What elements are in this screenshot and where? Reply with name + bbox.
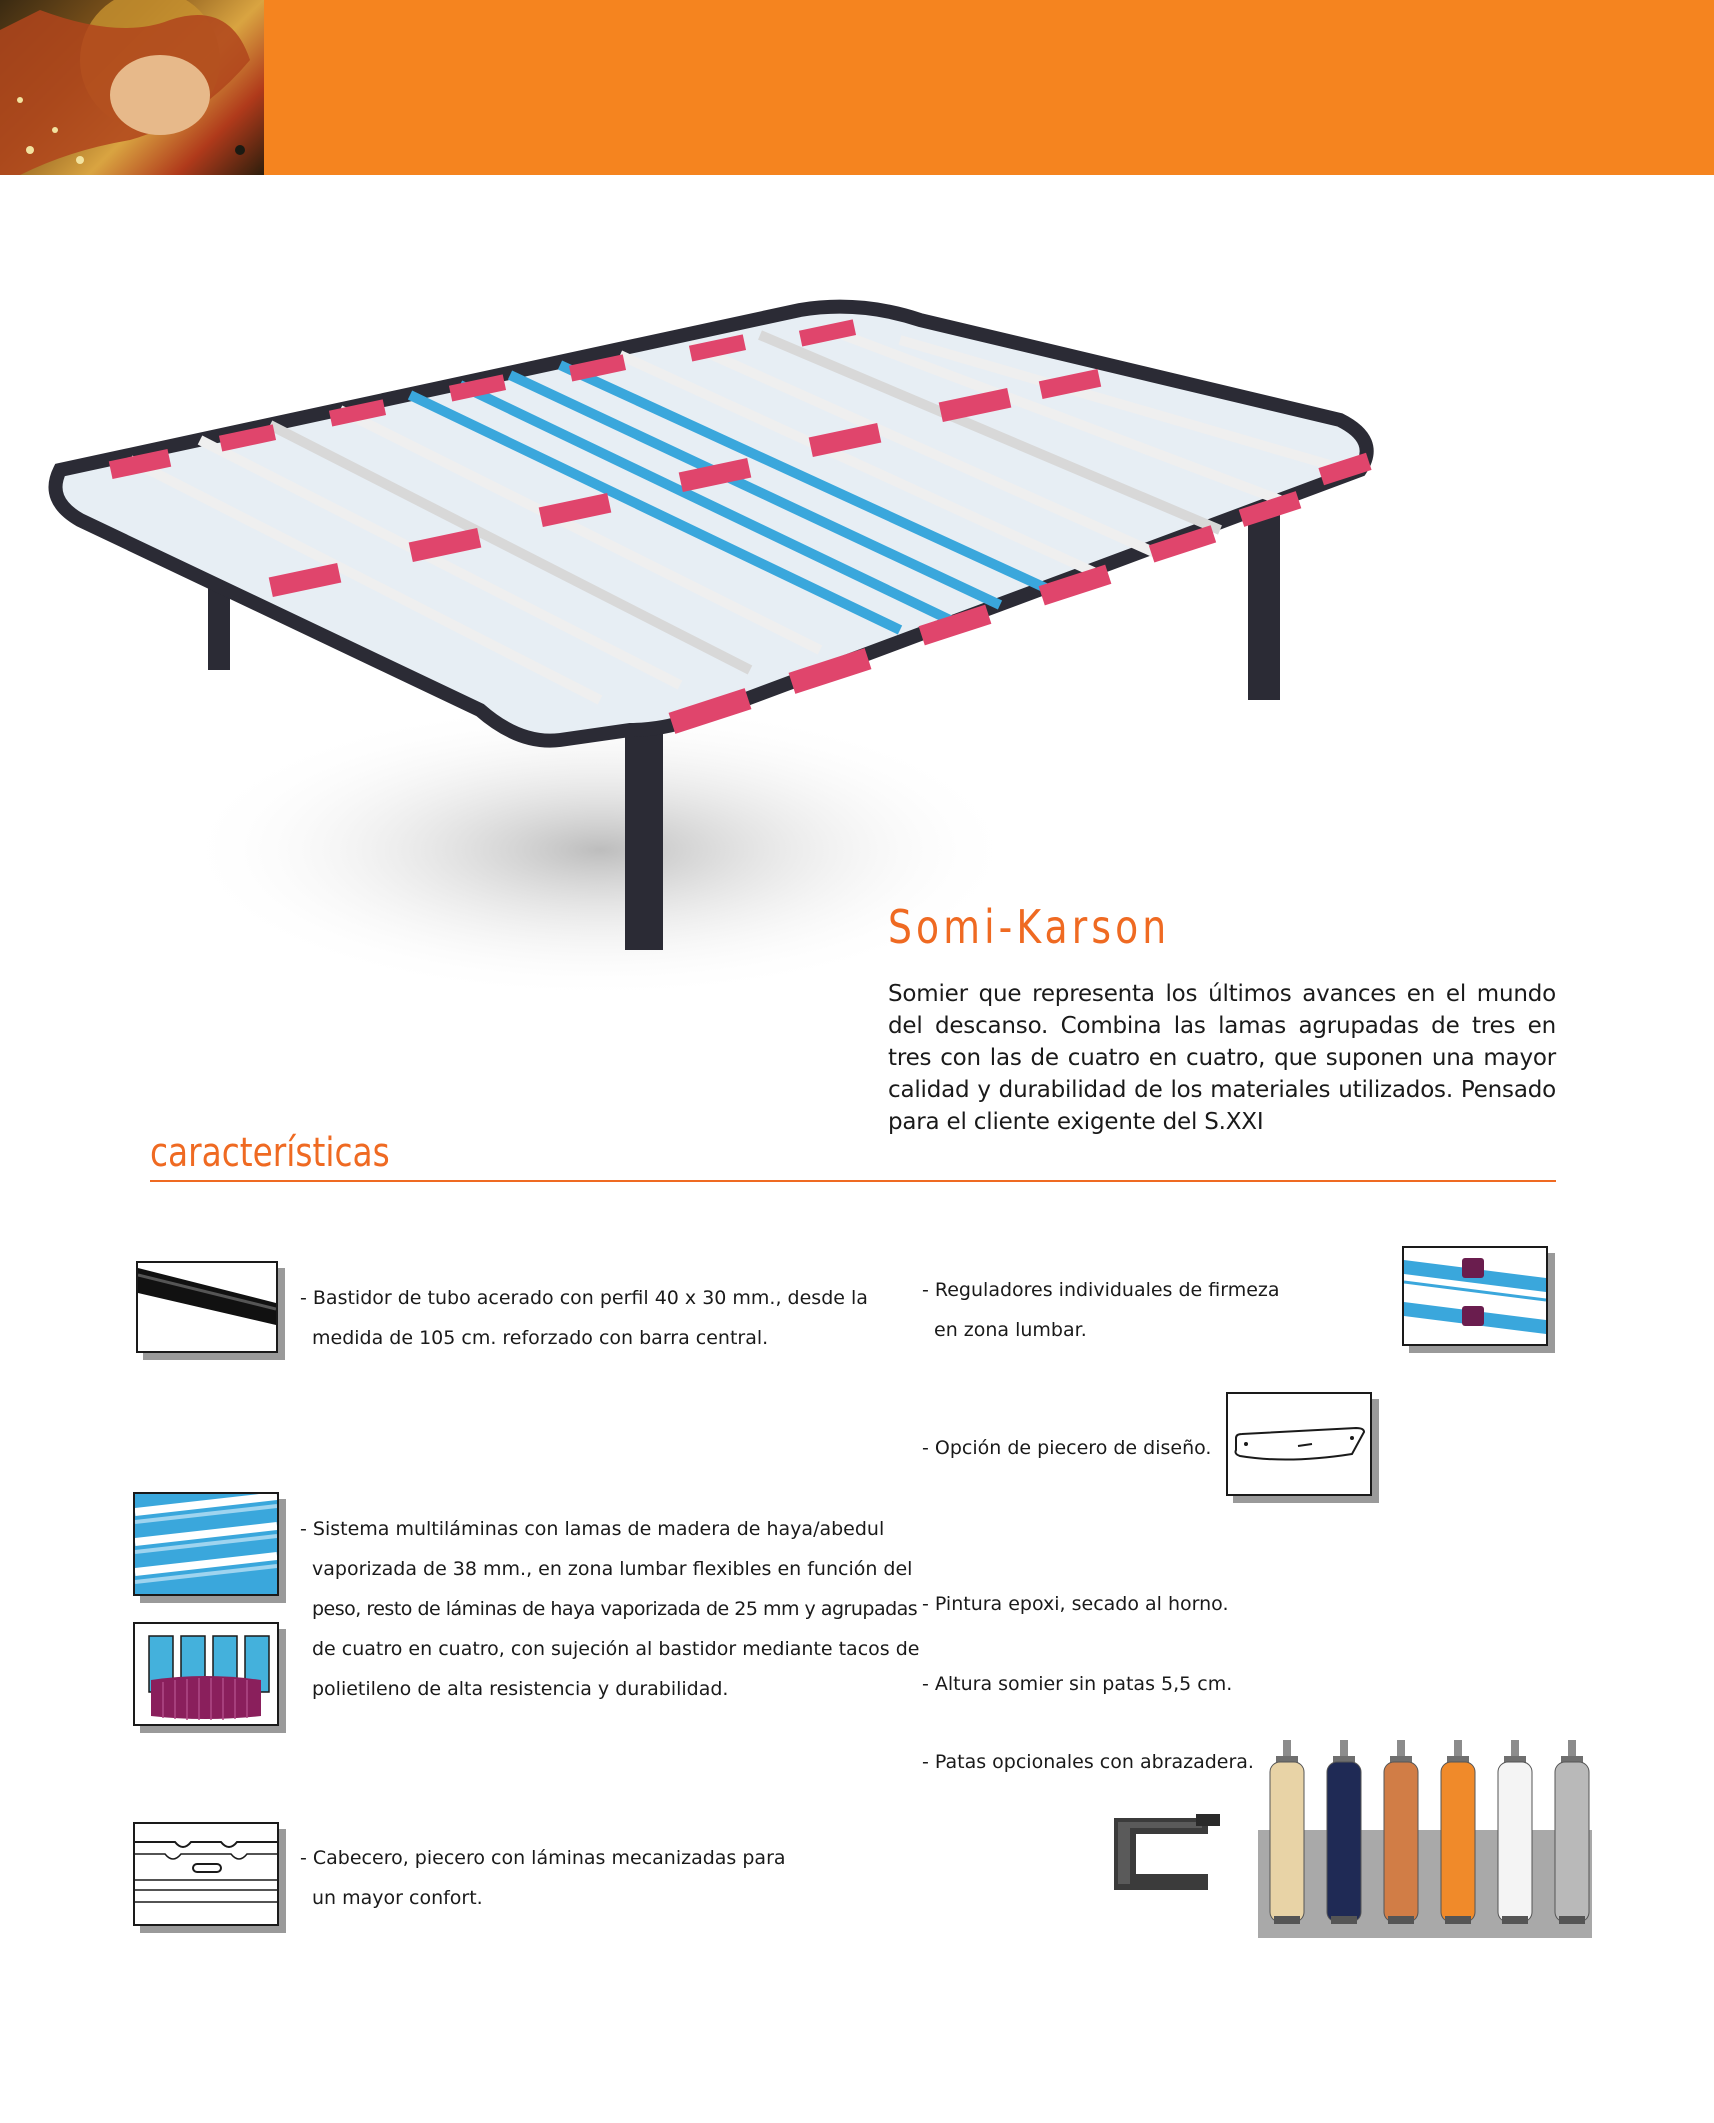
headboard-icon xyxy=(133,1822,279,1926)
product-description: Somier que representa los últimos avances en el mundo del descanso. Combina las lamas agrupadas de tres en tres con las de cuatro en cuatro, que suponen una mayor calidad y durabilidad de los materiales utilizados. Pensado para el cliente exigente del S.XXI xyxy=(888,981,1556,1135)
header-painting-image xyxy=(0,0,264,175)
feature-regulator-line-2: en zona lumbar. xyxy=(934,1319,1087,1341)
section-divider xyxy=(150,1180,1556,1182)
leg-2 xyxy=(1327,1740,1361,1924)
feature-regulator-line-1: - Reguladores individuales de firmeza xyxy=(922,1279,1280,1301)
feature-slats-line-2: vaporizada de 38 mm., en zona lumbar flexibles en función del xyxy=(312,1558,913,1580)
firmness-regulator-icon xyxy=(1402,1246,1548,1346)
leg-6 xyxy=(1555,1740,1589,1924)
product-title: Somi-Karson xyxy=(888,900,1171,954)
feature-frame-line-2: medida de 105 cm. reforzado con barra central. xyxy=(312,1327,769,1349)
footboard-icon xyxy=(1226,1392,1372,1496)
feature-headboard-text xyxy=(300,1838,786,1918)
feature-slats-line-5: polietileno de alta resistencia y durabilidad. xyxy=(312,1678,729,1700)
legs-icon xyxy=(1258,1740,1592,1938)
feature-paint-text xyxy=(922,1584,1229,1624)
feature-footboard-line-1: - Opción de piecero de diseño. xyxy=(922,1437,1212,1459)
feature-frame-line-1: - Bastidor de tubo acerado con perfil 40 x 30 mm., desde la xyxy=(300,1287,868,1309)
feature-regulator-text xyxy=(922,1270,1280,1350)
leg-5 xyxy=(1498,1740,1532,1924)
leg-3 xyxy=(1384,1740,1418,1924)
feature-headboard-line-2: un mayor confort. xyxy=(312,1887,483,1909)
slat-clip-icon xyxy=(133,1622,279,1726)
feature-slats-line-1: - Sistema multiláminas con lamas de madera de haya/abedul xyxy=(300,1518,885,1540)
leg-clamp-icon xyxy=(1110,1800,1220,1900)
feature-height-text xyxy=(922,1664,1232,1704)
steel-tube-icon xyxy=(136,1261,278,1353)
feature-slats-text xyxy=(300,1509,919,1709)
feature-headboard-line-1: - Cabecero, piecero con láminas mecanizadas para xyxy=(300,1847,786,1869)
feature-legs-text xyxy=(922,1742,1254,1782)
feature-slats-line-3: peso, resto de láminas de haya vaporizada de 25 mm y agrupadas xyxy=(312,1598,918,1620)
leg-1 xyxy=(1270,1740,1304,1924)
section-heading: características xyxy=(150,1130,390,1176)
bed-base-image xyxy=(40,290,1400,1010)
feature-slats-line-4: de cuatro en cuatro, con sujeción al bastidor mediante tacos de xyxy=(312,1638,920,1660)
feature-legs-line-1: - Patas opcionales con abrazadera. xyxy=(922,1751,1254,1773)
leg-4 xyxy=(1441,1740,1475,1924)
feature-paint-line-1: - Pintura epoxi, secado al horno. xyxy=(922,1593,1229,1615)
feature-footboard-text xyxy=(922,1428,1211,1468)
feature-height-line-1: - Altura somier sin patas 5,5 cm. xyxy=(922,1673,1233,1695)
feature-frame-text xyxy=(300,1278,868,1358)
multi-slat-icon xyxy=(133,1492,279,1596)
